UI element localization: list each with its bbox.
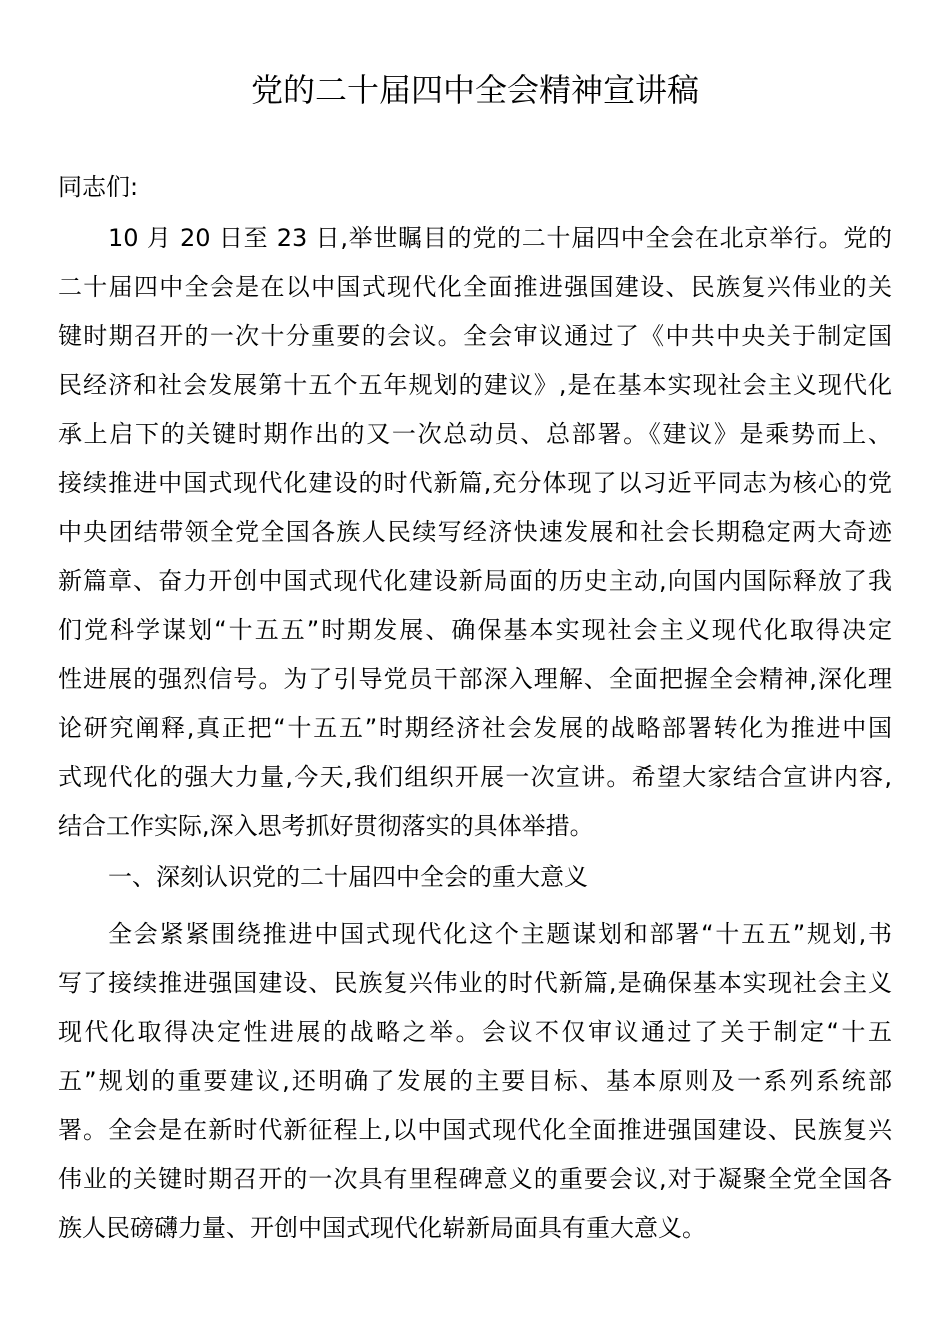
paragraph-line: 中央团结带领全党全国各族人民续写经济快速发展和社会长期稳定两大奇迹: [58, 518, 892, 546]
paragraph-line: 五”规划的重要建议,还明确了发展的主要目标、基本原则及一系列系统部: [58, 1067, 892, 1095]
salutation: 同志们:: [58, 173, 139, 201]
paragraph-line: 新篇章、奋力开创中国式现代化建设新局面的历史主动,向国内国际释放了我: [58, 567, 892, 595]
paragraph-line: 10 月 20 日至 23 日,举世瞩目的党的二十届四中全会在北京举行。党的: [108, 224, 892, 252]
paragraph-line: 论研究阐释,真正把“十五五”时期经济社会发展的战略部署转化为推进中国: [58, 714, 892, 742]
paragraph-line: 式现代化的强大力量,今天,我们组织开展一次宣讲。希望大家结合宣讲内容,: [58, 763, 892, 791]
paragraph-line: 性进展的强烈信号。为了引导党员干部深入理解、全面把握全会精神,深化理: [58, 665, 892, 693]
section-heading: 一、深刻认识党的二十届四中全会的重大意义: [108, 863, 588, 891]
paragraph-line: 结合工作实际,深入思考抓好贯彻落实的具体举措。: [58, 812, 594, 840]
paragraph-line: 伟业的关键时期召开的一次具有里程碑意义的重要会议,对于凝聚全党全国各: [58, 1165, 892, 1193]
paragraph-line: 全会紧紧围绕推进中国式现代化这个主题谋划和部署“十五五”规划,书: [108, 920, 892, 948]
paragraph-line: 署。全会是在新时代新征程上,以中国式现代化全面推进强国建设、民族复兴: [58, 1116, 892, 1144]
paragraph-line: 接续推进中国式现代化建设的时代新篇,充分体现了以习近平同志为核心的党: [58, 469, 892, 497]
paragraph-line: 键时期召开的一次十分重要的会议。全会审议通过了《中共中央关于制定国: [58, 322, 892, 350]
paragraph-line: 们党科学谋划“十五五”时期发展、确保基本实现社会主义现代化取得决定: [58, 616, 892, 644]
paragraph-line: 二十届四中全会是在以中国式现代化全面推进强国建设、民族复兴伟业的关: [58, 273, 892, 301]
paragraph-line: 写了接续推进强国建设、民族复兴伟业的时代新篇,是确保基本实现社会主义: [58, 969, 892, 997]
paragraph-line: 族人民磅礴力量、开创中国式现代化崭新局面具有重大意义。: [58, 1214, 706, 1242]
document-title: 党的二十届四中全会精神宣讲稿: [250, 71, 699, 109]
paragraph-line: 现代化取得决定性进展的战略之举。会议不仅审议通过了关于制定“十五: [58, 1018, 892, 1046]
paragraph-line: 民经济和社会发展第十五个五年规划的建议》,是在基本实现社会主义现代化: [58, 371, 892, 399]
paragraph-line: 承上启下的关键时期作出的又一次总动员、总部署。《建议》是乘势而上、: [58, 420, 892, 448]
